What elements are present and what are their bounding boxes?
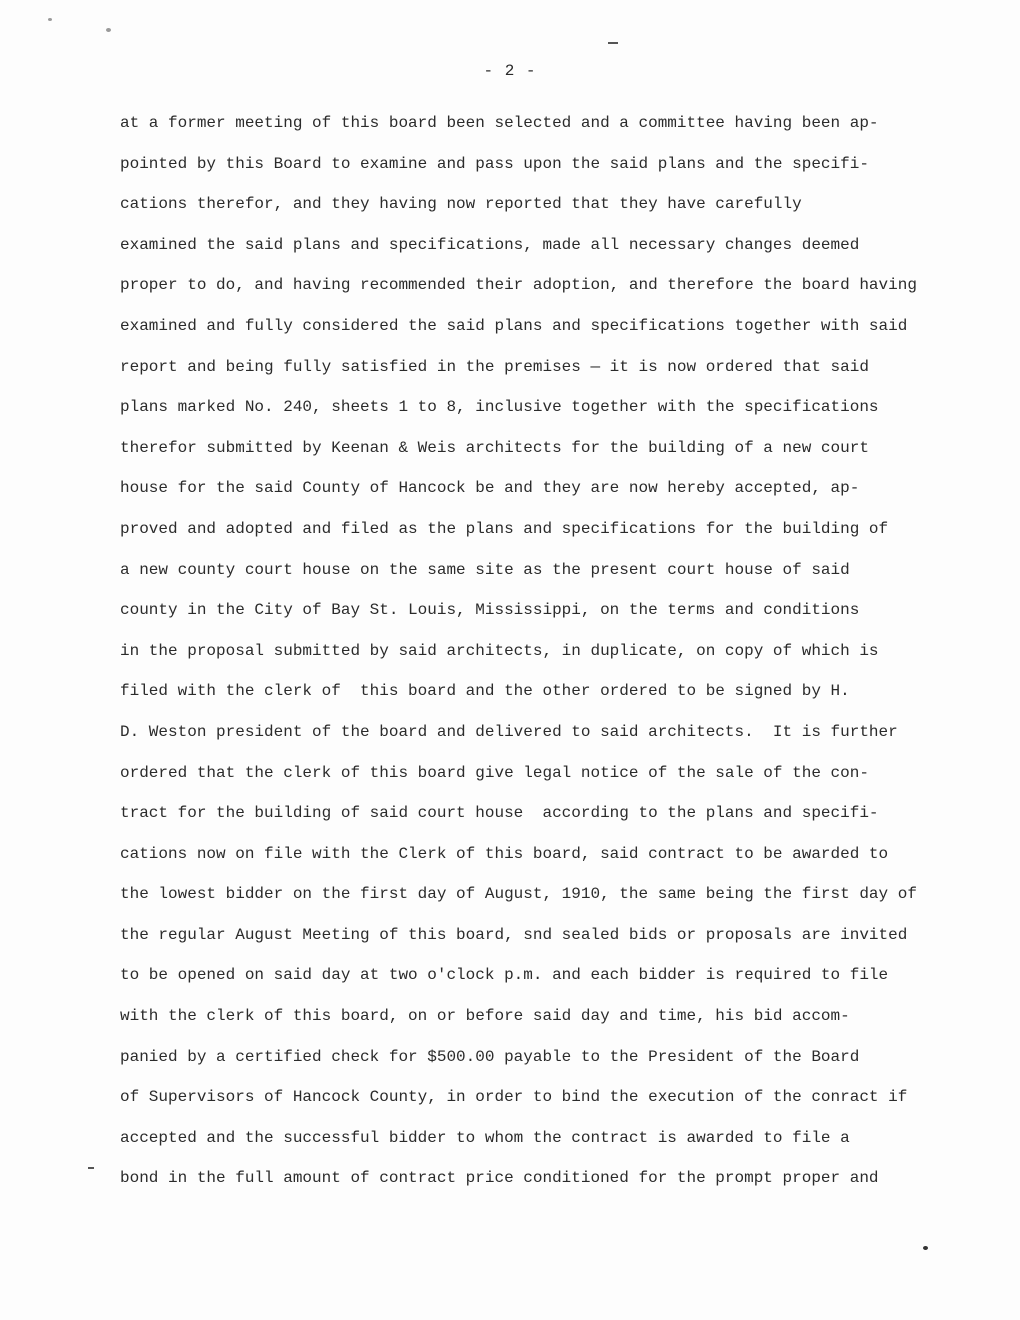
text-line: house for the said County of Hancock be and they are now hereby accepted, ap- (120, 479, 860, 498)
scan-speck (48, 18, 52, 21)
text-line: ordered that the clerk of this board give legal notice of the sale of the con- (120, 763, 869, 782)
text-line: proper to do, and having recommended their adoption, and therefore the board having (120, 276, 917, 295)
text-line: in the proposal submitted by said architects, in duplicate, on copy of which is (120, 641, 879, 660)
text-line: to be opened on said day at two o'clock p.m. and each bidder is required to file (120, 966, 889, 985)
text-line: bond in the full amount of contract price conditioned for the prompt proper and (120, 1169, 879, 1188)
text-line: county in the City of Bay St. Louis, Mississippi, on the terms and conditions (120, 601, 860, 620)
scan-mark (608, 42, 618, 44)
text-line: proved and adopted and filed as the plans and specifications for the building of (120, 519, 889, 538)
text-line: at a former meeting of this board been selected and a committee having been ap- (120, 114, 879, 132)
text-line: a new county court house on the same site as the present court house of said (120, 560, 850, 579)
scan-speck (923, 1246, 928, 1250)
text-line: examined the said plans and specifications, made all necessary changes deemed (120, 235, 860, 254)
text-line: examined and fully considered the said plans and specifications together with said (120, 316, 908, 335)
body-text (120, 103, 1000, 1199)
text-line: filed with the clerk of this board and the other ordered to be signed by H. (120, 682, 850, 701)
text-line: pointed by this Board to examine and pass upon the said plans and the specifi- (120, 154, 869, 173)
scan-speck (106, 28, 111, 32)
text-line: the regular August Meeting of this board, snd sealed bids or proposals are invited (120, 925, 908, 944)
text-line: panied by a certified check for $500.00 payable to the President of the Board (120, 1047, 860, 1066)
text-line: accepted and the successful bidder to whom the contract is awarded to file a (120, 1128, 850, 1147)
text-line: with the clerk of this board, on or before said day and time, his bid accom- (120, 1007, 850, 1026)
text-line: cations therefor, and they having now reported that they have carefully (120, 195, 802, 214)
scan-mark (88, 1167, 94, 1169)
text-line: cations now on file with the Clerk of this board, said contract to be awarded to (120, 844, 889, 863)
text-line: therefor submitted by Keenan & Weis architects for the building of a new court (120, 438, 869, 457)
text-line: the lowest bidder on the first day of August, 1910, the same being the first day of (120, 885, 917, 904)
text-line: plans marked No. 240, sheets 1 to 8, inclusive together with the specifications (120, 398, 879, 417)
text-line: report and being fully satisfied in the premises — it is now ordered that said (120, 357, 869, 376)
page-number: - 2 - (483, 62, 537, 80)
text-line: tract for the building of said court house according to the plans and specifi- (120, 804, 879, 823)
text-line: D. Weston president of the board and delivered to said architects. It is further (120, 722, 898, 741)
text-line: of Supervisors of Hancock County, in order to bind the execution of the conract if (120, 1088, 908, 1107)
